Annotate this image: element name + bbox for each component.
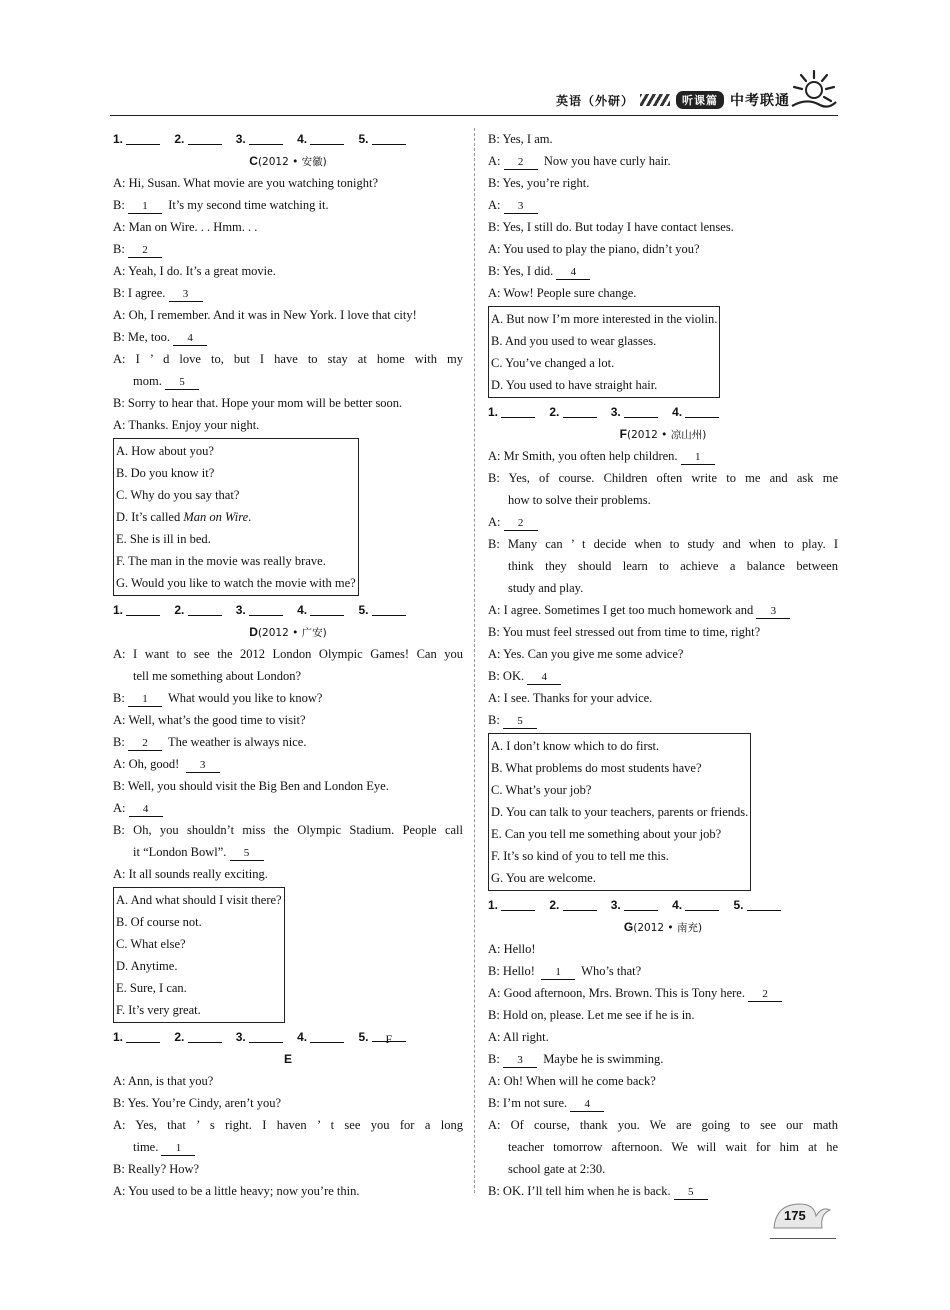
option-item: C. Why do you say that? — [116, 488, 240, 502]
dialog-text: B: Yes, I did. — [488, 264, 557, 278]
dialog-line: how to solve their problems. — [508, 493, 651, 507]
dialog-text: B: — [113, 735, 128, 749]
dialog-line: A: Yes, that ’ s right. I haven ’ t see you for a long — [113, 1118, 463, 1132]
dialog-line — [113, 687, 463, 709]
dialog-text: Maybe he is swimming. — [536, 1052, 664, 1066]
answer-blank — [126, 131, 160, 145]
dialog-line: A: I see. Thanks for your advice. — [488, 691, 653, 705]
dialog-line — [488, 1048, 838, 1070]
section-c-title: C(2012 • 安徽) — [249, 154, 327, 168]
dialog-line: B: Yes, of course. Children often write to me and ask me — [488, 471, 838, 485]
dialog-e-continued — [488, 128, 838, 304]
option-item: B. Do you know it? — [116, 466, 215, 480]
answer-row-5 — [488, 894, 838, 916]
answer-blank — [249, 602, 283, 616]
dialog-text: B: — [488, 713, 503, 727]
option-item: D. You can talk to your teachers, parents or friends. — [491, 805, 749, 819]
page-header — [110, 68, 838, 116]
answer-blank — [126, 602, 160, 616]
option-item: E. She is ill in bed. — [116, 532, 211, 546]
option-item: C. What’s your job? — [491, 783, 592, 797]
dialog-line — [488, 1092, 838, 1114]
answer-slot: 5. — [733, 894, 780, 916]
column-divider — [474, 128, 475, 1193]
answer-slot: 5. F — [358, 1026, 405, 1048]
answer-blank: 3 — [169, 287, 203, 302]
dialog-text: time. — [133, 1140, 162, 1154]
dialog-line: A: You used to play the piano, didn’t you? — [488, 242, 700, 256]
dialog-line — [113, 370, 463, 392]
option-item: B. Of course not. — [116, 915, 202, 929]
dialog-text: it “London Bowl”. — [133, 845, 230, 859]
answer-blank: 1 — [541, 965, 575, 980]
answer-blank: 2 — [748, 987, 782, 1002]
dialog-line: A: Well, what’s the good time to visit? — [113, 713, 306, 727]
dialog-line — [113, 326, 463, 348]
dialog-text: B: Me, too. — [113, 330, 174, 344]
answer-blank — [188, 1029, 222, 1043]
answer-blank: 4 — [556, 265, 590, 280]
dialog-text: B: OK. — [488, 669, 528, 683]
option-item: A. And what should I visit there? — [116, 893, 282, 907]
option-item: B. And you used to wear glasses. — [491, 334, 657, 348]
answer-slot: 4. — [672, 401, 719, 423]
answer-blank — [310, 131, 344, 145]
answer-blank — [563, 404, 597, 418]
header-text — [556, 90, 790, 110]
dialog-text: A: Oh, good! — [113, 757, 186, 771]
answer-blank: F — [372, 1028, 406, 1042]
dialog-line — [113, 194, 463, 216]
answer-slot: 3. — [611, 894, 658, 916]
option-item: D. Anytime. — [116, 959, 178, 973]
dialog-line: A: Wow! People sure change. — [488, 286, 637, 300]
answer-slot: 1. — [113, 128, 160, 150]
option-item: G. You are welcome. — [491, 871, 596, 885]
dialog-line — [488, 445, 838, 467]
answer-slot: 2. — [174, 599, 221, 621]
answer-blank — [624, 897, 658, 911]
answer-row-4 — [488, 401, 838, 423]
dialog-text: B: OK. I’ll tell him when he is back. — [488, 1184, 674, 1198]
header-subject: 英语（外研） — [555, 93, 634, 108]
option-item: C. What else? — [116, 937, 186, 951]
answer-blank: 4 — [173, 331, 207, 346]
dialog-line — [488, 982, 838, 1004]
answer-blank — [685, 897, 719, 911]
dialog-text: A: Mr Smith, you often help children. — [488, 449, 681, 463]
dialog-line: B: Hold on, please. Let me see if he is in. — [488, 1008, 695, 1022]
answer-blank: 2 — [128, 736, 162, 751]
dialog-text: mom. — [133, 374, 165, 388]
dialog-line — [113, 731, 463, 753]
stripes-decoration — [640, 94, 670, 106]
dialog-line: A: I want to see the 2012 London Olympic Games! Can you — [113, 647, 463, 661]
dialog-line: B: You must feel stressed out from time to time, right? — [488, 625, 761, 639]
dialog-line — [488, 599, 838, 621]
answer-blank: 5 — [503, 714, 537, 729]
option-item: D. It’s called Man on Wire. — [116, 510, 252, 524]
answer-blank — [372, 602, 406, 616]
answer-blank: 4 — [129, 802, 163, 817]
answer-blank: 4 — [570, 1097, 604, 1112]
options-box-f — [488, 733, 751, 891]
dialog-line: A: Oh, I remember. And it was in New York. I love that city! — [113, 308, 417, 322]
dialog-line: teacher tomorrow afternoon. We will wait for him at he — [508, 1140, 838, 1154]
answer-slot: 2. — [549, 894, 596, 916]
answer-slot: 3. — [611, 401, 658, 423]
answer-slot: 1. — [113, 1026, 160, 1048]
answer-blank — [188, 131, 222, 145]
dialog-text: A: — [113, 801, 129, 815]
sun-logo-icon — [788, 68, 838, 114]
dialog-line — [113, 1136, 463, 1158]
dialog-text: B: — [113, 691, 128, 705]
dialog-text: B: — [113, 242, 128, 256]
dialog-line: B: Oh, you shouldn’t miss the Olympic Stadium. People call — [113, 823, 463, 837]
header-section: 听课篇 — [676, 91, 724, 109]
dialog-line: B: Yes, I still do. But today I have contact lenses. — [488, 220, 734, 234]
answer-slot: 4. — [297, 1026, 344, 1048]
answer-blank — [188, 602, 222, 616]
dialog-line: A: It all sounds really exciting. — [113, 867, 268, 881]
dialog-line — [488, 709, 838, 731]
dialog-line: study and play. — [508, 581, 584, 595]
option-item: A. How about you? — [116, 444, 214, 458]
option-item: G. Would you like to watch the movie with me? — [116, 576, 356, 590]
dialog-text: What would you like to know? — [161, 691, 323, 705]
dialog-line: B: Well, you should visit the Big Ben and London Eye. — [113, 779, 389, 793]
dialog-text: B: Hello! — [488, 964, 542, 978]
dialog-line: think they should learn to achieve a balance between — [508, 559, 838, 573]
dialog-line: A: You used to be a little heavy; now you’re thin. — [113, 1184, 360, 1198]
option-item: F. It’s very great. — [116, 1003, 201, 1017]
answer-slot: 5. — [358, 128, 405, 150]
dialog-text: B: — [488, 1052, 503, 1066]
right-column — [488, 128, 838, 1202]
section-f-title: F(2012 • 凉山州) — [619, 427, 707, 441]
answer-blank — [310, 602, 344, 616]
answer-slot: 4. — [672, 894, 719, 916]
section-g-title: G(2012 • 南充) — [623, 920, 703, 934]
option-item: F. It’s so kind of you to tell me this. — [491, 849, 669, 863]
dialog-d — [113, 643, 463, 885]
dialog-line: A: Ann, is that you? — [113, 1074, 214, 1088]
answer-blank: 1 — [128, 692, 162, 707]
dialog-text: A: — [488, 198, 504, 212]
dialog-text: A: — [488, 515, 504, 529]
option-item: F. The man in the movie was really brave. — [116, 554, 326, 568]
answer-blank — [249, 131, 283, 145]
options-box-c — [113, 438, 359, 596]
answer-blank: 5 — [165, 375, 199, 390]
answer-blank: 4 — [527, 670, 561, 685]
answer-slot: 5. — [358, 599, 405, 621]
answer-slot: 2. — [174, 1026, 221, 1048]
answer-slot: 1. — [113, 599, 160, 621]
answer-row-2 — [113, 599, 463, 621]
header-brand: 中考联通 — [730, 93, 790, 109]
dialog-g — [488, 938, 838, 1202]
dialog-line — [113, 753, 463, 775]
answer-blank: 3 — [504, 199, 538, 214]
dialog-text: A: — [488, 154, 504, 168]
answer-blank — [501, 897, 535, 911]
dialog-line: A: Yes. Can you give me some advice? — [488, 647, 684, 661]
answer-blank — [310, 1029, 344, 1043]
answer-slot: 4. — [297, 128, 344, 150]
dialog-text: B: — [113, 198, 128, 212]
dialog-text: A: I agree. Sometimes I get too much homework and — [488, 603, 757, 617]
dialog-text: The weather is always nice. — [161, 735, 307, 749]
dialog-line: A: Hi, Susan. What movie are you watching tonight? — [113, 176, 378, 190]
dialog-text: B: I agree. — [113, 286, 169, 300]
dialog-line: tell me something about London? — [133, 669, 302, 683]
answer-blank — [624, 404, 658, 418]
answer-blank: 1 — [161, 1141, 195, 1156]
dialog-line: A: Hello! — [488, 942, 536, 956]
dialog-text: Who’s that? — [575, 964, 642, 978]
answer-slot: 3. — [236, 128, 283, 150]
dialog-line: A: Thanks. Enjoy your night. — [113, 418, 260, 432]
answer-slot: 1. — [488, 894, 535, 916]
dialog-text: Now you have curly hair. — [537, 154, 671, 168]
dialog-line — [488, 194, 838, 216]
answer-row-1 — [113, 128, 463, 150]
option-item: D. You used to have straight hair. — [491, 378, 658, 392]
answer-blank: 5 — [674, 1185, 708, 1200]
answer-blank: 1 — [681, 450, 715, 465]
answer-blank — [249, 1029, 283, 1043]
dialog-line: A: Of course, thank you. We are going to see our math — [488, 1118, 838, 1132]
dialog-line: B: Yes. You’re Cindy, aren’t you? — [113, 1096, 282, 1110]
page-number-badge — [770, 1198, 834, 1234]
answer-blank: 3 — [186, 758, 220, 773]
dialog-line: B: Yes, you’re right. — [488, 176, 590, 190]
dialog-text: B: I’m not sure. — [488, 1096, 571, 1110]
dialog-line: A: All right. — [488, 1030, 549, 1044]
answer-blank: 2 — [504, 155, 538, 170]
answer-slot: 3. — [236, 599, 283, 621]
page-number-underline — [770, 1238, 836, 1239]
dialog-line: A: Oh! When will he come back? — [488, 1074, 656, 1088]
dialog-line: school gate at 2:30. — [508, 1162, 606, 1176]
section-d-title: D(2012 • 广安) — [249, 625, 327, 639]
answer-row-3 — [113, 1026, 463, 1048]
dialog-line: A: Man on Wire. . . Hmm. . . — [113, 220, 258, 234]
dialog-e — [113, 1070, 463, 1202]
answer-slot: 1. — [488, 401, 535, 423]
dialog-line — [113, 841, 463, 863]
dialog-line — [488, 960, 838, 982]
dialog-line: B: Yes, I am. — [488, 132, 553, 146]
dialog-line: A: I ’ d love to, but I have to stay at home with my — [113, 352, 463, 366]
answer-blank: 1 — [128, 199, 162, 214]
options-box-d — [113, 887, 285, 1023]
dialog-line: B: Sorry to hear that. Hope your mom will be better soon. — [113, 396, 403, 410]
answer-blank — [747, 897, 781, 911]
option-item: E. Can you tell me something about your job? — [491, 827, 722, 841]
answer-blank — [563, 897, 597, 911]
left-column — [113, 128, 463, 1202]
options-box-e — [488, 306, 720, 398]
dialog-line — [488, 665, 838, 687]
dialog-line: B: Many can ’ t decide when to study and when to play. I — [488, 537, 838, 551]
dialog-line — [113, 282, 463, 304]
answer-blank — [372, 131, 406, 145]
dialog-line: B: Really? How? — [113, 1162, 200, 1176]
answer-slot: 3. — [236, 1026, 283, 1048]
answer-blank — [501, 404, 535, 418]
dialog-line — [488, 511, 838, 533]
option-item: A. But now I’m more interested in the violin. — [491, 312, 718, 326]
section-e-title: E — [283, 1052, 292, 1066]
option-item: B. What problems do most students have? — [491, 761, 702, 775]
answer-slot: 2. — [174, 128, 221, 150]
dialog-line — [488, 150, 838, 172]
dialog-line — [113, 238, 463, 260]
answer-blank — [126, 1029, 160, 1043]
answer-blank: 2 — [128, 243, 162, 258]
dialog-line — [113, 797, 463, 819]
dialog-text: A: Good afternoon, Mrs. Brown. This is Tony here. — [488, 986, 749, 1000]
answer-blank — [685, 404, 719, 418]
option-item: E. Sure, I can. — [116, 981, 187, 995]
option-item: C. You’ve changed a lot. — [491, 356, 615, 370]
dialog-c — [113, 172, 463, 436]
answer-slot: 4. — [297, 599, 344, 621]
answer-slot: 2. — [549, 401, 596, 423]
page-number: 175 — [784, 1208, 806, 1223]
dialog-line: A: Yeah, I do. It’s a great movie. — [113, 264, 276, 278]
answer-blank: 3 — [503, 1053, 537, 1068]
answer-blank: 3 — [756, 604, 790, 619]
dialog-line — [488, 260, 838, 282]
dialog-text: It’s my second time watching it. — [161, 198, 329, 212]
answer-blank: 2 — [504, 516, 538, 531]
option-item: A. I don’t know which to do first. — [491, 739, 660, 753]
dialog-f — [488, 445, 838, 731]
answer-blank: 5 — [230, 846, 264, 861]
